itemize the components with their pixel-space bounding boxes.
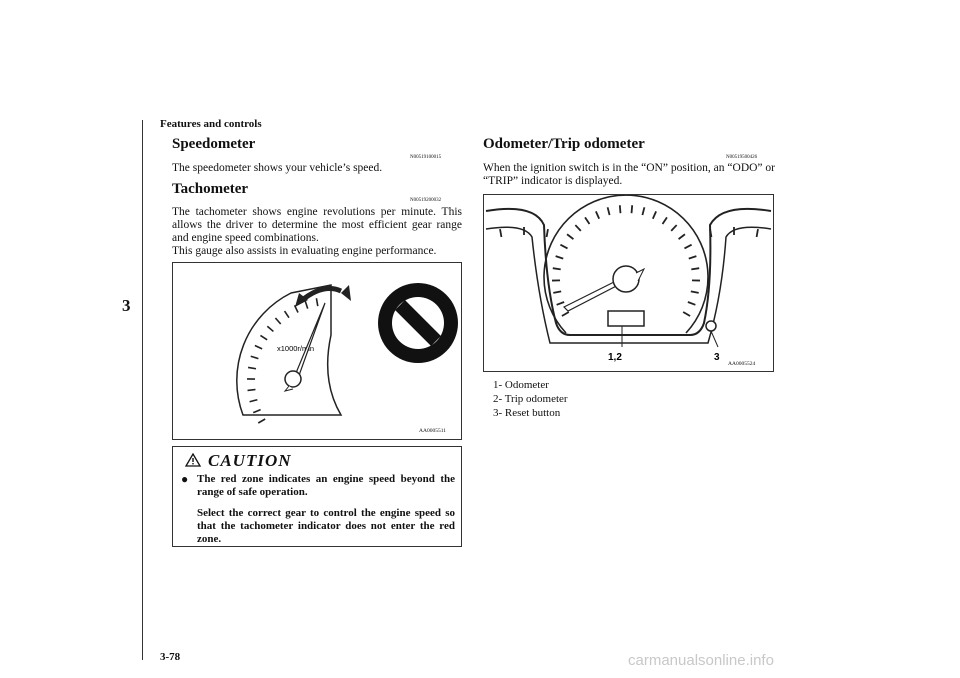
gauge-tick [683,312,690,316]
odometer-text: When the ignition switch is in the “ON” position, an “ODO” or “TRIP” indicator is displayed. [483,162,775,187]
tachometer-text-2: This gauge also assists in evaluating engine performance. [172,245,437,257]
gauge-tick [679,234,685,239]
odometer-display [608,311,644,326]
gauge-tick [267,326,273,331]
gauge-tick [596,211,599,218]
gauge-tick [556,256,564,258]
gauge-tick [632,205,633,213]
gauge-tick [575,225,580,231]
gauge-tick [295,305,298,312]
caution-title: CAUTION [208,451,292,470]
caution-para-2: Select the correct gear to control the engine speed so that the tachometer indicator does not enter the red zone. [197,507,455,545]
gauge-tick [248,367,256,368]
gauge-tick [316,298,317,306]
gauge-tick [691,291,699,292]
gauge-tick [642,207,644,215]
gauge-tick [757,229,758,237]
caution-box [172,446,462,547]
gauge-tick [553,291,561,292]
warning-triangle-icon [185,453,201,467]
gauge-tick [557,302,564,305]
gauge-tick [500,229,501,237]
tachometer-code: N00519200032 [410,198,442,203]
speedometer-code: N00519100015 [410,155,442,160]
odometer-code: N00519500426 [726,155,758,160]
gauge-tick [251,356,259,358]
gauge-tick [560,245,567,249]
gauge-tick [671,225,676,231]
chapter-divider [142,120,143,660]
gauge-tick [567,234,573,239]
bullet-icon: ● [181,472,189,486]
gauge-tick [285,311,289,318]
reset-button-icon [706,321,716,331]
gauge-tick [250,400,258,402]
legend-item: 1- Odometer [493,379,549,391]
gauge-tick [275,318,280,324]
tachometer-heading: Tachometer [172,181,249,197]
gauge-tick [585,217,589,224]
gauge-tick [608,207,610,215]
page-number: 3-78 [160,651,181,663]
gauge-tick [547,229,548,237]
gauge-tick [684,245,691,249]
tachometer-figure [172,262,462,440]
gauge-tick [305,301,307,309]
odometer-heading: Odometer/Trip odometer [483,136,645,152]
watermark: carmanualsonline.info [628,652,774,669]
gauge-tick [553,268,561,269]
tachometer-unit-label: x1000r/min [277,344,315,353]
running-header: Features and controls [160,118,262,130]
gauge-tick [688,302,695,305]
odometer-figure [483,194,774,372]
gauge-tick [691,268,699,269]
gauge-tick [663,217,667,224]
caution-para-1: The red zone indicates an engine speed beyond the range of safe operation. [197,473,455,498]
tachometer-text: The tachometer shows engine revolutions per minute. This allows the driver to determine the most efficient gear range and engine speed combinations. [172,206,462,244]
gauge-tick [253,410,260,413]
gauge-tick [653,211,656,218]
gauge-tick [620,205,621,213]
tachometer-illustration [173,263,461,439]
chapter-number: 3 [122,296,131,315]
gauge-tick [260,335,267,339]
tachometer-figure-code: AA0005511 [419,428,446,434]
callout-3: 3 [714,352,720,363]
gauge-tick [689,256,697,258]
gauge-tick [562,312,569,316]
legend-item: 2- Trip odometer [493,393,568,405]
no-symbol-icon [378,283,458,363]
legend-item: 3- Reset button [493,407,561,419]
odometer-illustration [484,195,773,371]
gauge-tick [258,419,265,423]
callout-1-2: 1,2 [608,352,622,363]
odometer-figure-code: AA0005524 [728,361,756,367]
gauge-tick [248,390,256,391]
speedometer-heading: Speedometer [172,136,256,152]
gauge-tick [255,346,262,349]
speedometer-text: The speedometer shows your vehicle’s speed. [172,162,383,174]
